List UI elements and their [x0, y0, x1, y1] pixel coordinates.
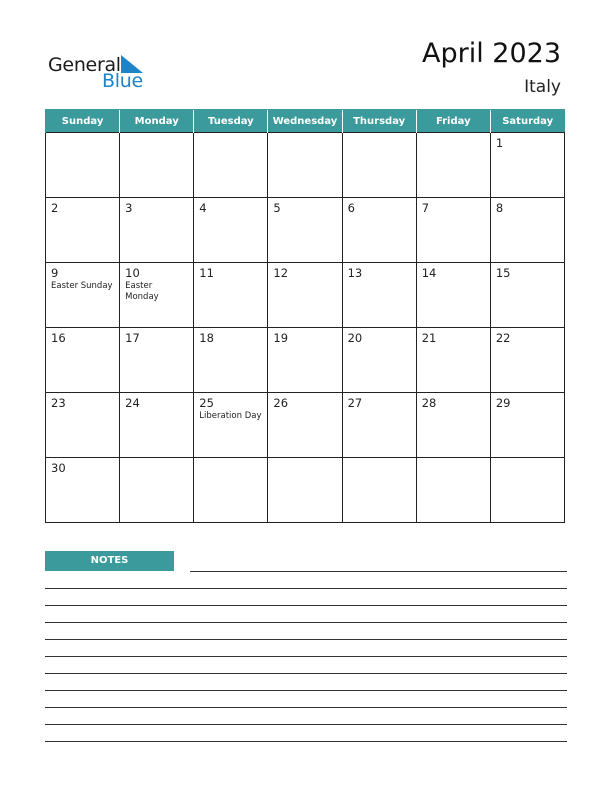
day-number: 9: [51, 266, 59, 280]
calendar-day-cell: [342, 458, 416, 523]
day-number: 4: [199, 201, 207, 215]
calendar-day-cell: [342, 198, 416, 263]
calendar-day-cell: [46, 133, 120, 198]
calendar-week-row: [46, 393, 565, 458]
calendar-day-cell: [416, 198, 490, 263]
notes-line: [45, 690, 567, 691]
day-number: 30: [51, 461, 66, 475]
calendar-day-cell: [268, 198, 342, 263]
calendar-day-cell: [46, 393, 120, 458]
calendar-day-cell: [416, 328, 490, 393]
day-number: 22: [495, 331, 511, 345]
day-number: 15: [495, 266, 511, 280]
day-number: 21: [421, 331, 437, 345]
notes-line: [45, 622, 567, 623]
holiday-label: Easter Monday: [125, 281, 159, 302]
logo-word-blue: Blue: [102, 70, 143, 92]
calendar-week-row: [46, 328, 565, 393]
day-number: 24: [125, 396, 140, 410]
calendar-week-row: [46, 133, 565, 198]
calendar-day-cell: [342, 133, 416, 198]
day-number: 27: [347, 396, 363, 410]
holiday-label: Liberation Day: [199, 411, 262, 421]
notes-label: NOTES: [45, 551, 174, 571]
day-number: 14: [421, 266, 437, 280]
calendar-day-cell: [194, 393, 268, 458]
weekday-header: Thursday: [342, 110, 416, 133]
calendar-week-row: [46, 458, 565, 523]
day-number: 8: [495, 201, 504, 215]
calendar-day-cell: [342, 263, 416, 328]
notes-line: [45, 639, 567, 640]
calendar-day-cell: [490, 198, 564, 263]
calendar-day-cell: [194, 263, 268, 328]
day-number: 13: [347, 266, 363, 280]
calendar-day-cell: [416, 393, 490, 458]
calendar-day-cell: [416, 263, 490, 328]
day-number: 26: [273, 396, 289, 410]
notes-line: [45, 741, 567, 742]
notes-line: [45, 605, 567, 606]
day-number: 7: [421, 201, 430, 215]
logo-word-general: General: [48, 54, 121, 76]
calendar-week-row: [46, 198, 565, 263]
calendar-title: April 2023: [421, 38, 561, 69]
day-number: 11: [199, 266, 214, 280]
calendar-day-cell: [120, 263, 194, 328]
notes-line: [45, 588, 567, 589]
calendar-day-cell: [194, 328, 268, 393]
day-number: 3: [125, 201, 133, 215]
calendar-day-cell: [194, 458, 268, 523]
calendar-day-cell: [46, 198, 120, 263]
calendar-day-cell: [490, 133, 564, 198]
weekday-header: Tuesday: [194, 110, 268, 133]
calendar-day-cell: [268, 458, 342, 523]
day-number: 10: [125, 266, 140, 280]
day-number: 23: [51, 396, 66, 410]
calendar-day-cell: [268, 263, 342, 328]
notes-line: [190, 571, 567, 572]
notes-line: [45, 673, 567, 674]
calendar-day-cell: [490, 328, 564, 393]
day-number: 19: [273, 331, 289, 345]
weekday-header: Sunday: [46, 110, 120, 133]
day-number: 17: [125, 331, 140, 345]
day-number: 25: [199, 396, 214, 410]
calendar-day-cell: [490, 458, 564, 523]
day-number: 29: [495, 396, 511, 410]
notes-line: [45, 724, 567, 725]
calendar-country: Italy: [524, 77, 561, 97]
calendar-day-cell: [416, 133, 490, 198]
notes-line: [45, 656, 567, 657]
calendar-body: [46, 133, 565, 523]
notes-line: [45, 707, 567, 708]
calendar-week-row: [46, 263, 565, 328]
weekday-header-row: [46, 110, 565, 133]
calendar-day-cell: [490, 393, 564, 458]
generalblue-logo: [48, 54, 158, 94]
day-number: 1: [495, 136, 504, 150]
calendar-day-cell: [120, 198, 194, 263]
calendar-day-cell: [120, 458, 194, 523]
calendar-grid: [45, 109, 565, 523]
day-number: 5: [273, 201, 281, 215]
weekday-header: Friday: [416, 110, 490, 133]
day-number: 2: [51, 201, 59, 215]
day-number: 12: [273, 266, 289, 280]
calendar-day-cell: [46, 458, 120, 523]
calendar-day-cell: [120, 133, 194, 198]
weekday-header: Wednesday: [268, 110, 342, 133]
calendar-day-cell: [120, 393, 194, 458]
calendar-day-cell: [268, 328, 342, 393]
day-number: 18: [199, 331, 214, 345]
holiday-label: Easter Sunday: [51, 281, 113, 291]
calendar-day-cell: [194, 133, 268, 198]
day-number: 28: [421, 396, 437, 410]
calendar-day-cell: [268, 133, 342, 198]
calendar-day-cell: [268, 393, 342, 458]
weekday-header: Monday: [120, 110, 194, 133]
calendar-day-cell: [120, 328, 194, 393]
day-number: 16: [51, 331, 66, 345]
calendar-day-cell: [416, 458, 490, 523]
calendar-day-cell: [342, 393, 416, 458]
calendar-day-cell: [194, 198, 268, 263]
weekday-header: Saturday: [490, 110, 564, 133]
day-number: 20: [347, 331, 363, 345]
day-number: 6: [347, 201, 355, 215]
calendar-day-cell: [342, 328, 416, 393]
calendar-day-cell: [46, 328, 120, 393]
calendar-day-cell: [46, 263, 120, 328]
calendar-day-cell: [490, 263, 564, 328]
